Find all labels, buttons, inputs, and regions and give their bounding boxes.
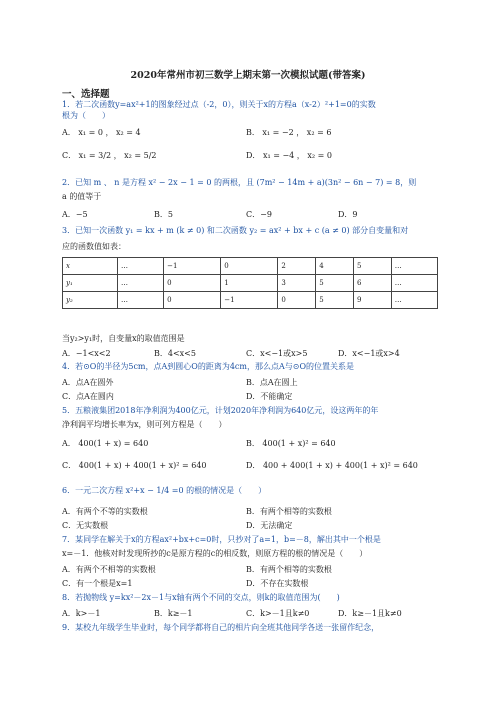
- q1-stem-2: 根为（ ）: [62, 111, 110, 120]
- q2-option-d: D．9: [338, 210, 358, 219]
- q1-option-a: A． x₁ = 0 ， x₂ = 4: [62, 128, 141, 137]
- q1-option-d: D． x₁ = −4 ， x₂ = 0: [246, 151, 332, 160]
- q4-stem: 4．若⊙O的半径为5cm，点A到圆心O的距离为4cm，那么点A与⊙O的位置关系是: [62, 362, 355, 371]
- table-cell: …: [391, 275, 437, 292]
- q1-stem: 1．若二次函数y=ax²+1的图象经过点（-2，0），则关于x的方程a（x-2）²+1=0的实数: [62, 100, 376, 109]
- table-row: [63, 292, 438, 309]
- q5-stem-2: 净利润平均增长率为x，则可列方程是（ ）: [62, 420, 227, 429]
- q7-option-d: D．不存在实数根: [246, 579, 309, 588]
- q4-option-a: A．点A在圆外: [62, 378, 114, 387]
- q2-stem: 2．已知 m 、 n 是方程 x² − 2x − 1 = 0 的两根，且 (7m² − 14m + a)(3n² − 6n − 7) = 8，则: [62, 178, 417, 187]
- q8-option-c: C．k>－1且k≠0: [246, 609, 310, 618]
- q6-option-a: A．有两个不等的实数根: [62, 507, 148, 516]
- table-cell: 0: [164, 275, 221, 292]
- page-title: 2020年常州市初三数学上期末第一次模拟试题(带答案): [130, 70, 366, 81]
- q2-option-c: C．−9: [246, 210, 272, 219]
- table-cell: 4: [316, 258, 354, 275]
- q7-option-c: C．有一个根是x=1: [62, 579, 133, 588]
- q4-option-c: C．点A在圆内: [62, 392, 114, 401]
- q3-stem: 3．已知一次函数 y₁ = kx + m (k ≠ 0) 和二次函数 y₂ = ax² + bx + c (a ≠ 0) 部分自变量和对: [62, 226, 409, 235]
- q8-option-a: A．k>－1: [62, 609, 101, 618]
- q3-stem-2: 应的函数值如表：: [62, 242, 126, 251]
- q7-option-b: B．有两个相等的实数根: [246, 565, 332, 574]
- q3-option-a: A．−1<x<2: [62, 349, 111, 358]
- table-cell: x: [63, 258, 118, 275]
- q4-option-b: B．点A在圆上: [246, 378, 298, 387]
- table-cell: y₁: [63, 275, 118, 292]
- q8-stem: 8．若抛物线 y=kx²－2x－1与x轴有两个不同的交点，则k的取值范围为( ): [62, 593, 340, 602]
- q6-option-d: D．无法确定: [246, 521, 293, 530]
- q3-after: 当y₂>y₁时，自变量x的取值范围是: [62, 334, 185, 343]
- table-cell: …: [118, 275, 164, 292]
- q6-stem: 6．一元二次方程 x²+x − 1/4 =0 的根的情况是（ ）: [62, 486, 267, 495]
- q5-option-c: C． 400(1 + x) + 400(1 + x)² = 640: [62, 461, 207, 470]
- q5-option-b: B． 400(1 + x)² = 640: [246, 439, 336, 448]
- table-cell: −1: [164, 258, 221, 275]
- table-cell: 0: [278, 292, 316, 309]
- table-cell: 5: [316, 292, 354, 309]
- q6-option-b: B．有两个相等的实数根: [246, 507, 332, 516]
- value-table: [62, 257, 438, 309]
- q2-option-b: B．5: [154, 210, 173, 219]
- table-cell: 0: [164, 292, 221, 309]
- table-cell: …: [391, 292, 437, 309]
- q7-option-a: A．有两个不相等的实数根: [62, 565, 156, 574]
- table-cell: y₂: [63, 292, 118, 309]
- table-cell: 5: [353, 258, 391, 275]
- table-row: [63, 275, 438, 292]
- q7-stem-2: x=－1．他核对时发现所抄的c是原方程的c的相反数，则原方程的根的情况是（ ）: [62, 549, 368, 558]
- section-heading: 一、选择题: [62, 89, 110, 100]
- q5-stem: 5．五粮液集团2018年净利润为400亿元，计划2020年净利润为640亿元，设这两年的年: [62, 406, 379, 415]
- q3-option-d: D．x<−1或x>4: [338, 349, 400, 358]
- table-cell: 6: [353, 275, 391, 292]
- q2-option-a: A．−5: [62, 210, 88, 219]
- table-cell: …: [391, 258, 437, 275]
- q1-option-c: C． x₁ = 3/2 ， x₂ = 5/2: [62, 151, 157, 160]
- q3-option-b: B．4<x<5: [154, 349, 196, 358]
- table-cell: 3: [278, 275, 316, 292]
- q5-option-d: D． 400 + 400(1 + x) + 400(1 + x)² = 640: [246, 461, 418, 470]
- q1-option-b: B． x₁ = −2 ， x₂ = 6: [246, 128, 332, 137]
- table-cell: 1: [221, 275, 278, 292]
- q9-stem: 9．某校九年级学生毕业时，每个同学都将自己的相片向全班其他同学各送一张留作纪念，: [62, 623, 380, 632]
- table-cell: −1: [221, 292, 278, 309]
- table-cell: …: [118, 258, 164, 275]
- table-cell: 2: [278, 258, 316, 275]
- table-row: [63, 258, 438, 275]
- q7-stem: 7．某同学在解关于x的方程ax²+bx+c=0时，只抄对了a=1，b=－8，解出其中一个根是: [62, 535, 381, 544]
- q4-option-d: D．不能确定: [246, 392, 293, 401]
- q6-option-c: C．无实数根: [62, 521, 109, 530]
- q2-stem-2: a 的值等于: [62, 192, 102, 201]
- table-cell: …: [118, 292, 164, 309]
- q5-option-a: A． 400(1 + x) = 640: [62, 439, 149, 448]
- q8-option-b: B．k≥－1: [154, 609, 193, 618]
- table-cell: 0: [221, 258, 278, 275]
- q3-option-c: C．x<−1或x>5: [246, 349, 308, 358]
- table-cell: 5: [316, 275, 354, 292]
- table-cell: 9: [353, 292, 391, 309]
- q8-option-d: D．k≥－1且k≠0: [338, 609, 402, 618]
